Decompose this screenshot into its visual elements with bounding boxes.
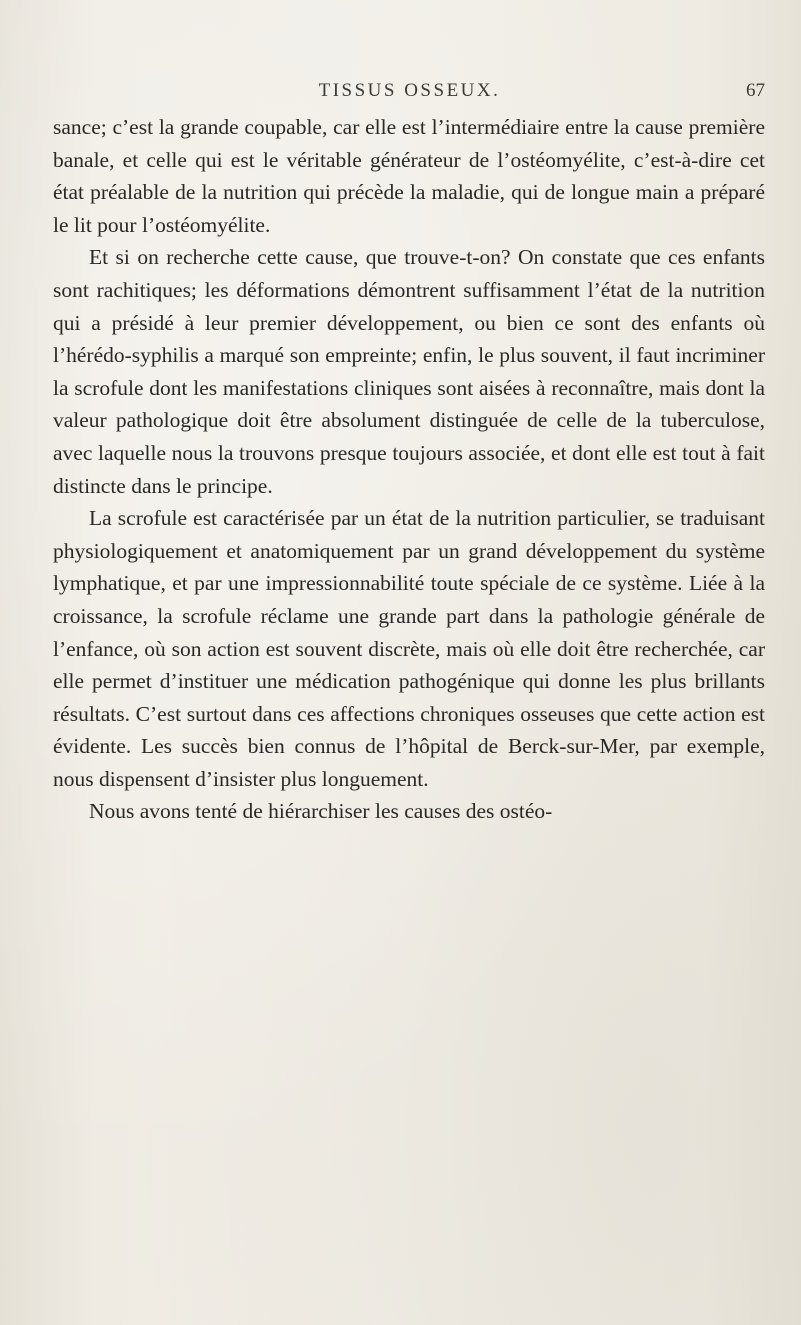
paragraph-1: sance; c’est la grande coupable, car elle est l’intermédiaire entre la cause première banale, et celle qui est le véritable générateur de l’ostéomyélite, c’est-à-dire cet état préalable de la nutrition qui précède la maladie, qui de longue main a préparé le lit pour l’ostéomyélite. bbox=[53, 115, 765, 237]
paragraph-2: Et si on recherche cette cause, que trouve-t-on? On constate que ces enfants sont rachitiques; les déformations démontrent suffisamment l’état de la nutrition qui a présidé à leur premier développement, ou bien ce sont des enfants où l’hérédo-syphilis a marqué son empreinte; enfin, le plus souvent, il faut incriminer la scrofule dont les manifestations cliniques sont aisées à reconnaître, mais dont la valeur pathologique doit être absolument distinguée de celle de la tuberculose, avec laquelle nous la trouvons presque toujours associée, et dont elle est tout à fait distincte dans le principe. bbox=[53, 245, 765, 498]
body-text bbox=[53, 111, 765, 828]
running-title: TISSUS OSSEUX. bbox=[318, 80, 501, 101]
page-number: 67 bbox=[746, 80, 765, 101]
paragraph-3: La scrofule est caractérisée par un état de la nutrition particulier, se traduisant physiologiquement et anatomiquement par un grand développement du système lymphatique, et par une impressionnabilité toute spéciale de ce système. Liée à la croissance, la scrofule réclame une grande part dans la pathologie générale de l’enfance, où son action est souvent discrète, mais où elle doit être recherchée, car elle permet d’instituer une médication pathogénique qui donne les plus brillants résultats. C’est surtout dans ces affections chroniques osseuses que cette action est évidente. Les succès bien connus de l’hôpital de Berck-sur-Mer, par exemple, nous dispensent d’insister plus longuement. bbox=[53, 506, 765, 791]
page-header bbox=[0, 80, 801, 110]
paragraph-4: Nous avons tenté de hiérarchiser les causes des ostéo- bbox=[89, 799, 553, 824]
